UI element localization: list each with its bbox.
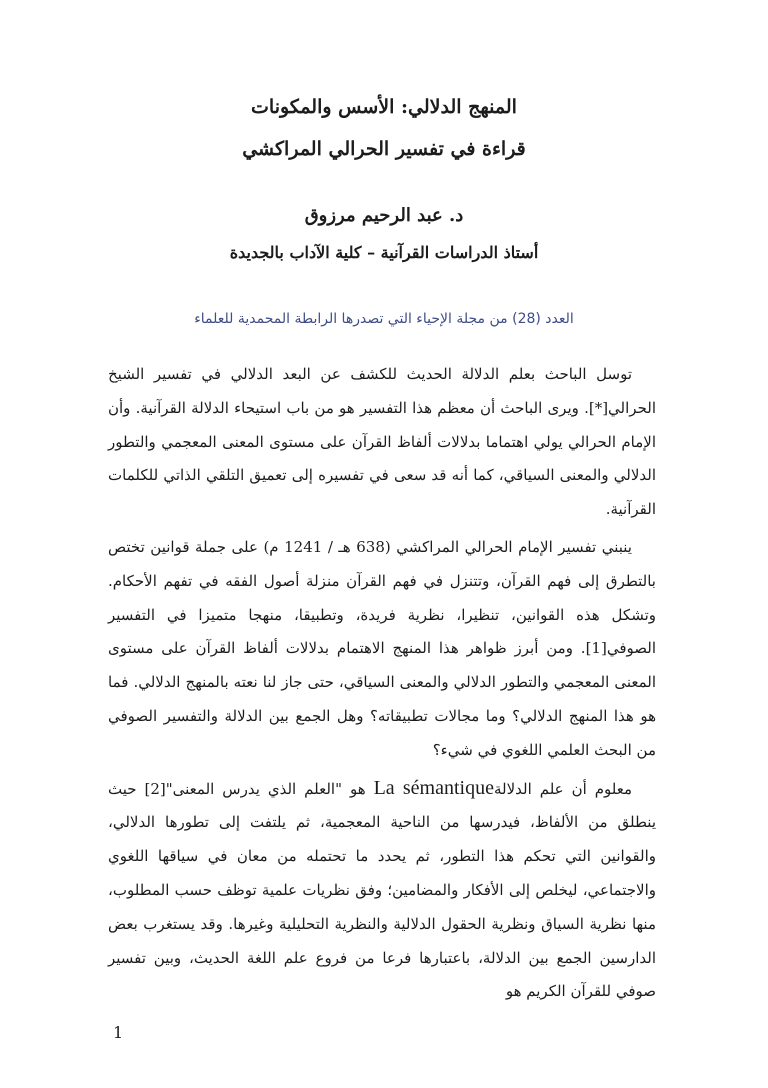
article-subtitle: قراءة في تفسير الحرالي المراكشي — [242, 138, 526, 160]
paragraph-3-rest: هو "العلم الذي يدرس المعنى"[2] حيث ينطلق من الألفاظ، فيدرسها من الناحية المعجمية، ثم يلتفت إلى تطورها الدلالي، والقوانين التي تحكم هذا التطور، ثم يحدد ما تحتمله من معان في سياقها اللغوي والاجتماعي، ليخلص إلى الأفكار والمضامين؛ وفق نظريات علمية توظف حسب المطلوب، منها نظرية السياق ونظرية الحقول الدلالية والنظرية التحليلية وغيرها. وقد يستغرب بعض الدارسين الجمع بين الدلالة، باعتبارها فرعا من فروع علم اللغة الحديث، وبين تفسير صوفي للقرآن الكريم هو — [108, 779, 656, 1001]
source-note: العدد (28) من مجلة الإحياء التي تصدرها الرابطة المحمدية للعلماء — [194, 311, 574, 327]
page-number: 1 — [113, 1023, 124, 1042]
paragraph-3-start: معلوم أن علم الدلالة — [493, 779, 632, 798]
article-body — [108, 358, 656, 1013]
paragraph-3 — [108, 772, 656, 1010]
paragraph-2: ينبني تفسير الإمام الحرالي المراكشي (638 هـ / 1241 م) على جملة قوانين تختص بالتطرق إلى فهم القرآن، وتتنزل في فهم القرآن منزلة أصول الفقه في تفهم الأحكام. وتشكل هذه القوانين، تنظيرا، نظرية فريدة، وتطبيقا، منهجا متميزا في التفسير الصوفي[1]. ومن أبرز ظواهر هذا المنهج الاهتمام بدلالات ألفاظ القرآن على مستوى المعنى المعجمي والتطور الدلالي والمعنى السياقي، حتى جاز لنا نعته بالمنهج الدلالي. فما هو هذا المنهج الدلالي؟ وما مجالات تطبيقاته؟ وهل الجمع بين الدلالة والتفسير الصوفي من البحث العلمي اللغوي في شيء؟ — [108, 537, 656, 759]
author-name: د. عبد الرحيم مرزوق — [304, 205, 464, 226]
author-affiliation: أستاذ الدراسات القرآنية – كلية الآداب بالجديدة — [229, 243, 539, 262]
paragraph-1: توسل الباحث بعلم الدلالة الحديث للكشف عن البعد الدلالي في تفسير الشيخ الحرالي[*]. ويرى الباحث أن معظم هذا التفسير هو من باب استيحاء الدلالة القرآنية. وأن الإمام الحرالي يولي اهتماما بدلالات ألفاظ القرآن على مستوى المعنى المعجمي والتطور الدلالي والمعنى السياقي، كما أنه قد سعى في تفسيره إلى تعميق التلقي الذاتي للكلمات القرآنية. — [108, 365, 656, 519]
article-title: المنهج الدلالي: الأسس والمكونات — [251, 96, 517, 118]
latin-term: La sémantique — [373, 776, 494, 799]
